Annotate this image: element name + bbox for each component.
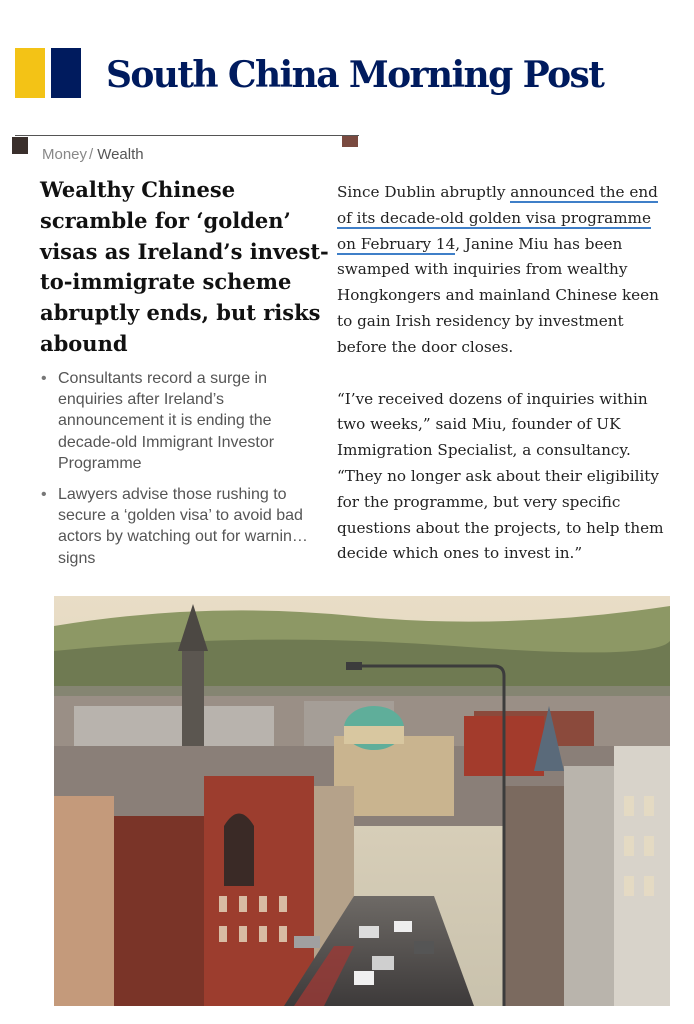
summary-bullet <box>40 484 330 569</box>
bullet-text: Consultants record a surge in enquiries after Ireland’s announcement it is ending the decade-old Immigrant Investor Programme <box>58 370 275 472</box>
breadcrumb-wealth[interactable]: Wealth <box>97 146 144 163</box>
crop-divider <box>15 135 359 136</box>
article-body <box>337 180 667 567</box>
announcement-link[interactable]: announced the end of its decade-old golden visa programme on February 14 <box>337 183 658 253</box>
breadcrumb <box>42 146 144 163</box>
crop-mark-left <box>12 137 28 154</box>
article-headline: Wealthy Chinese scramble for ‘golden’ visas as Ireland’s invest-to-immigrate scheme abruptly ends, but risks abound <box>40 177 329 356</box>
body-paragraph-2: “I’ve received dozens of inquiries within two weeks,” said Miu, founder of UK Immigration Specialist, a consultancy. “They no longer ask about their eligibility for the programme, but very specific questions about the projects, to help them decide which ones to invest in.” <box>337 389 664 563</box>
masthead-title[interactable]: South China Morning Post <box>106 54 604 96</box>
city-street-image <box>54 596 670 1006</box>
breadcrumb-separator: / <box>89 146 94 163</box>
logo-navy-block <box>51 48 81 98</box>
crop-mark-right <box>342 136 358 147</box>
summary-bullet <box>40 368 330 474</box>
bullet-dot-icon: • <box>41 370 47 387</box>
logo-yellow-block <box>15 48 45 98</box>
article-photo[interactable] <box>54 596 670 1006</box>
paragraph-1-rest: , Janine Miu has been swamped with inquiries from wealthy Hongkongers and mainland Chinese keen to gain Irish residency by investment before the door closes. <box>337 234 659 356</box>
breadcrumb-money[interactable]: Money <box>42 146 88 163</box>
paragraph-1-lead: Since Dublin abruptly <box>337 183 511 201</box>
bullet-text: Lawyers advise those rushing to secure a ‘golden visa’ to avoid bad actors by watching out for warnin… signs <box>58 486 308 567</box>
summary-bullets <box>40 368 330 579</box>
bullet-dot-icon: • <box>41 486 47 504</box>
body-paragraph-1 <box>337 180 667 361</box>
